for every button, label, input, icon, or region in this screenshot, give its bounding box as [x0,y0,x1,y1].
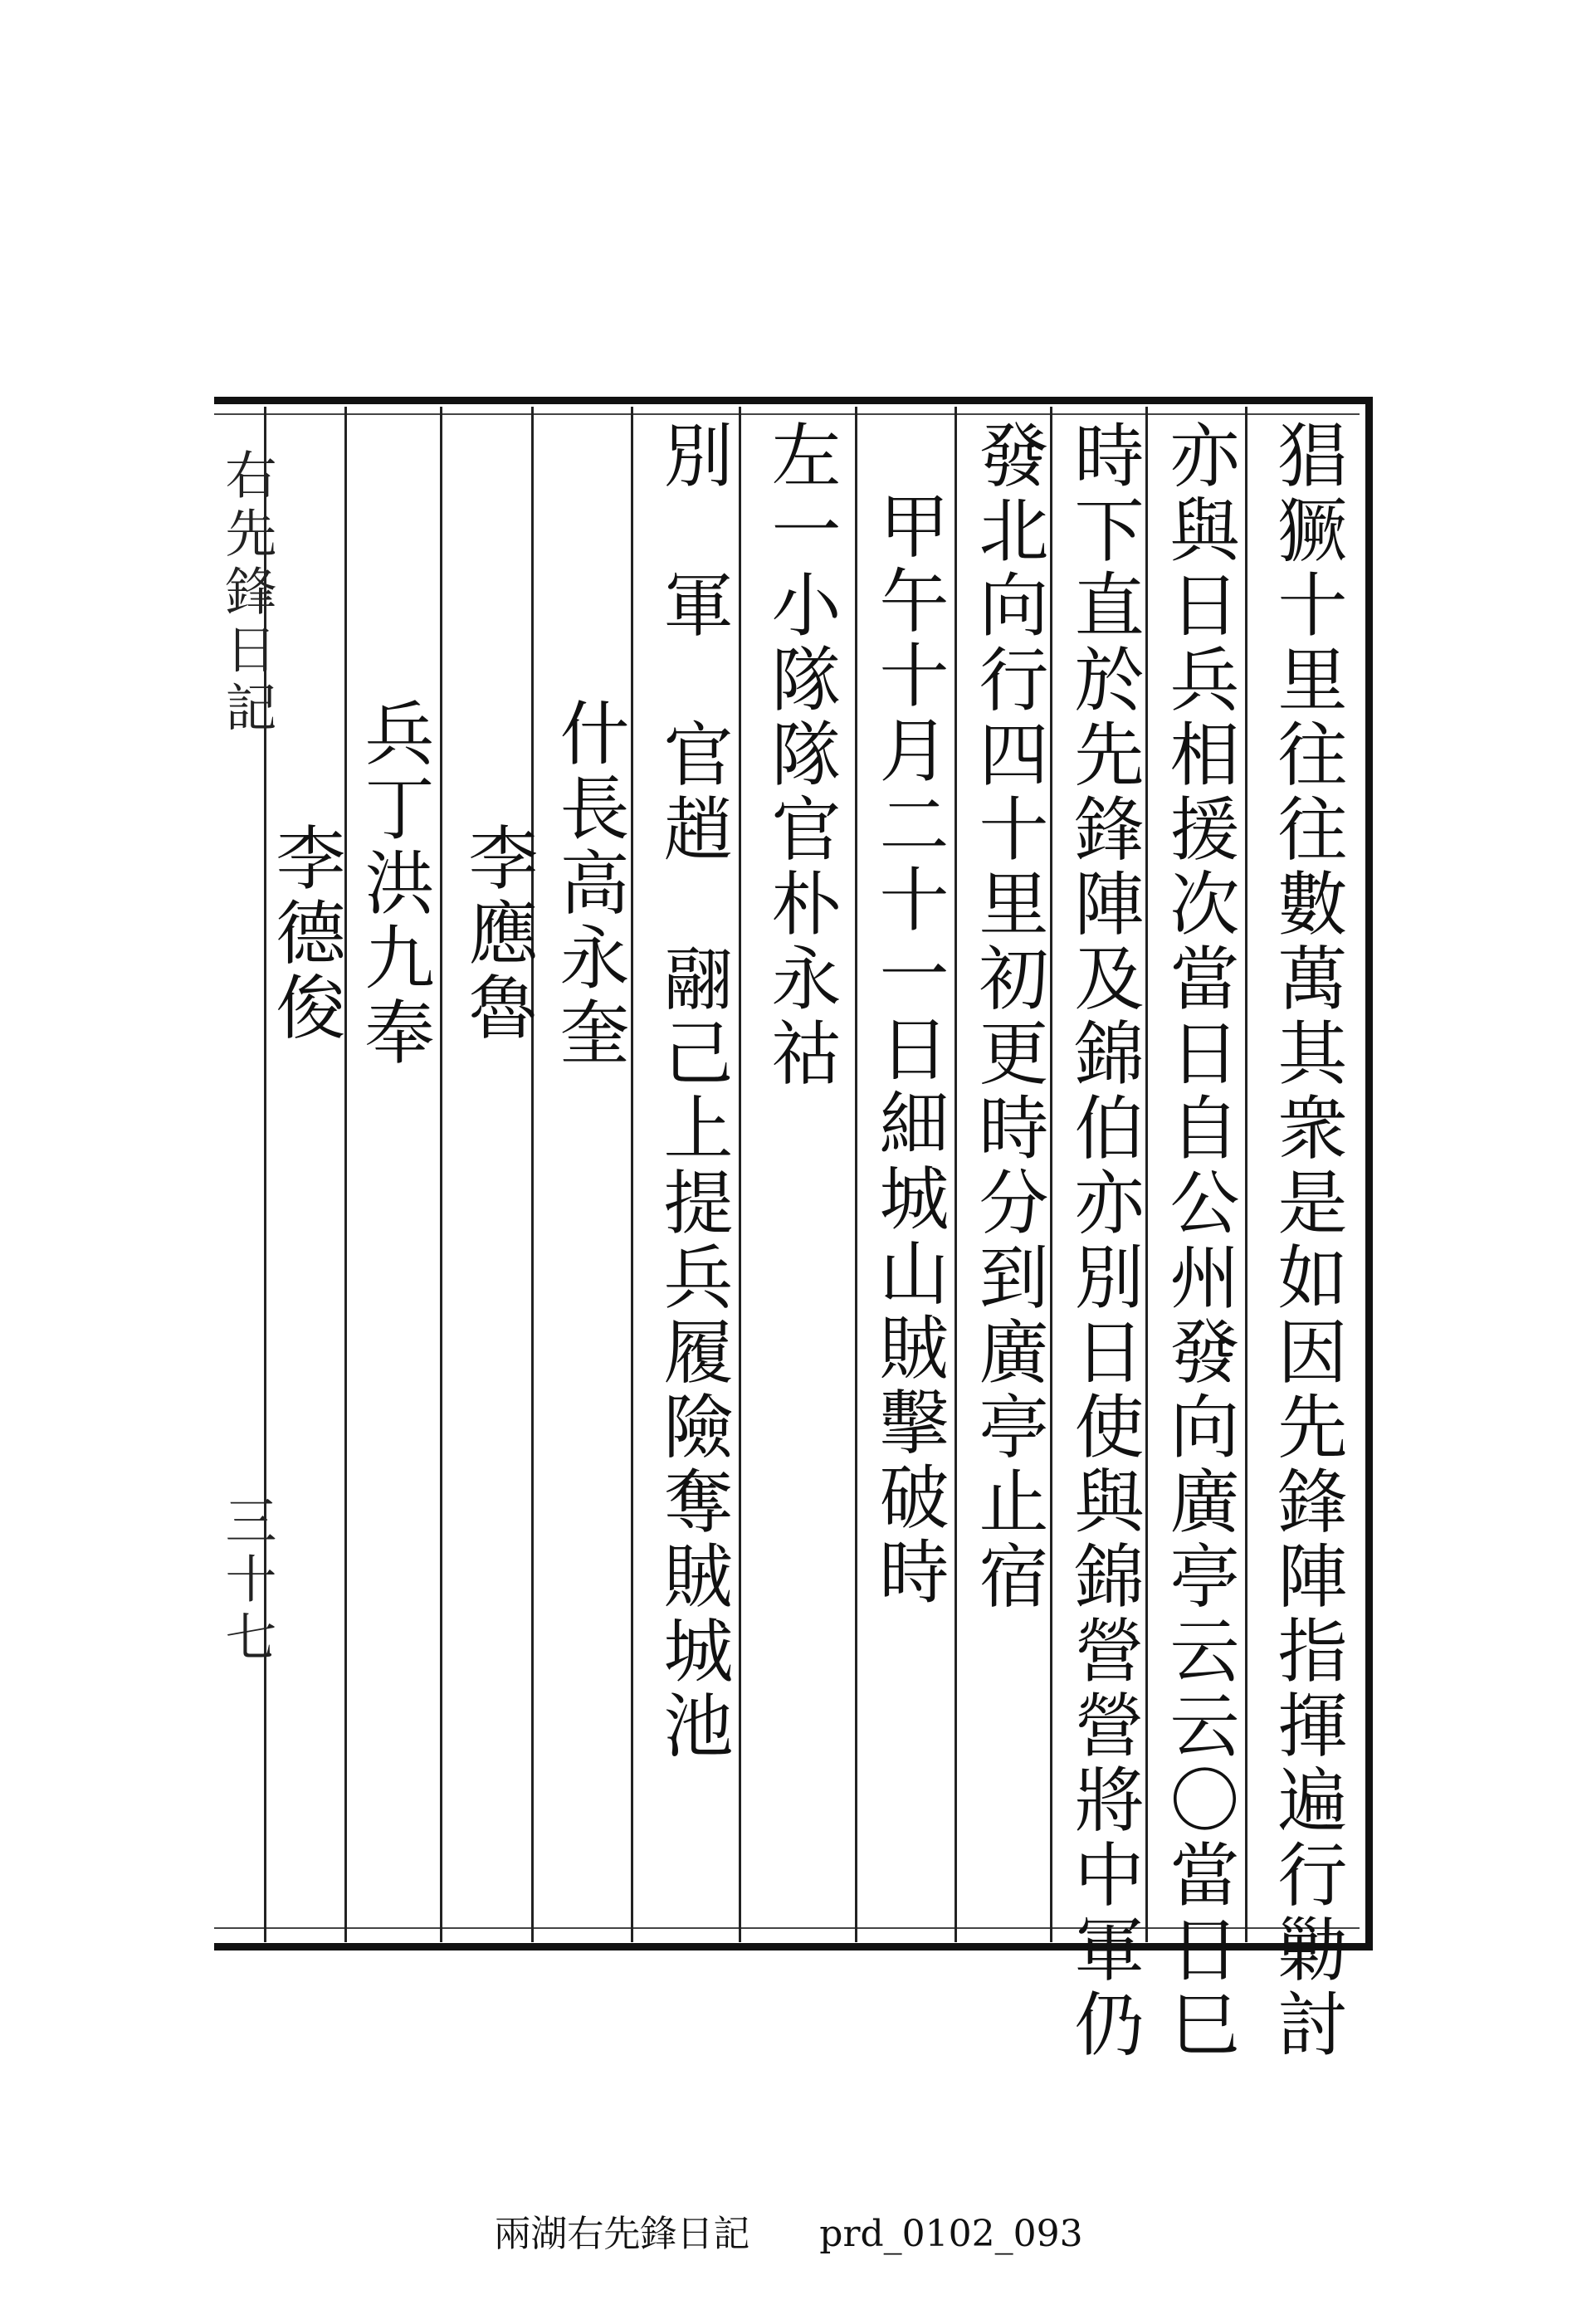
column-rule [440,407,442,1942]
footer-code: prd_0102_093 [819,2213,1083,2255]
text-column-9: 李應魯 [457,822,539,1046]
footer-title: 兩湖右先鋒日記 [494,2213,750,2255]
column-rule [1145,407,1148,1942]
column-rule [344,407,347,1942]
text-column-10: 兵丁洪九奉 [354,697,435,1071]
text-column-1: 猖獗十里往往數萬其衆是如因先鋒陣指揮遍行勦討 [1267,419,1348,2063]
text-column-11: 李德俊 [265,822,346,1046]
column-rule [1050,407,1052,1942]
column-rule [631,407,633,1942]
footer-caption [0,2204,1577,2257]
column-rule [855,407,857,1942]
text-column-2: 亦與日兵相援次當日自公州發向廣亭云云〇當日巳 [1159,419,1240,2063]
column-rule [531,407,534,1942]
text-column-8: 什長高永奎 [549,697,630,1071]
text-column-5: 甲午十月二十一日細城山賊擊破時 [868,490,950,1610]
margin-title: 右先鋒日記 [217,448,277,739]
column-rule [1245,407,1247,1942]
text-column-4: 發北向行四十里初更時分到廣亭止宿 [968,419,1049,1614]
column-rule [954,407,957,1942]
text-column-3: 時下直於先鋒陣及錦伯亦別日使與錦營營將中軍仍 [1063,419,1145,2063]
column-rule [739,407,741,1942]
text-column-6: 左一小隊隊官朴永祜 [760,419,842,1091]
margin-page-number: 三十七 [217,1494,277,1668]
text-column-7: 別 軍 官趙 翮己上提兵履險奪賊城池 [652,419,734,1764]
frame-top-inner-line [214,413,1360,415]
